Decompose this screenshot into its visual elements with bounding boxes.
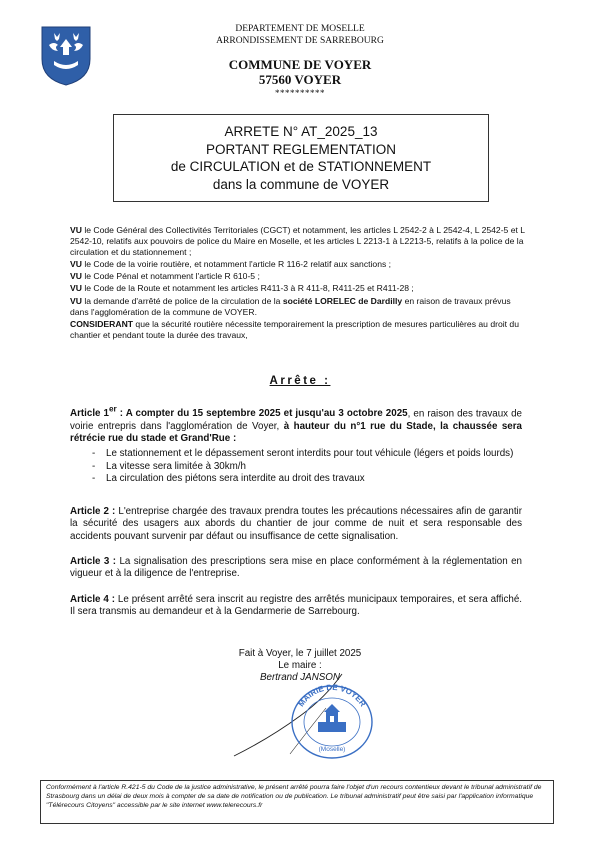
article-1-label: Article 1er : A compter du 15 septembre 2025 et jusqu'au 3 octobre 2025 <box>70 405 408 420</box>
coat-of-arms-icon <box>40 25 92 87</box>
mairie-stamp-icon <box>288 682 376 760</box>
signatory-name: Bertrand JANSON <box>259 671 341 683</box>
preamble-vu-route: VU le Code de la Route et notamment les articles R411-3 à R 411-8, R411-25 et R411-28 ; <box>70 283 414 294</box>
decree-title-line2: de CIRCULATION et de STATIONNEMENT <box>170 159 432 174</box>
article-4-label: Article 4 : <box>70 594 116 605</box>
preamble-vu-cgct: VU le Code Général des Collectivités Territoriales (CGCT) et notamment, les articles L 2542-2 à L 2542-4, L 2542-5 et L 2542-10, relatifs aux pouvoirs de police du Maire en Moselle, et les articles L 2213-1 à L2213-5, relatifs à la police de la circulation et du stationnement ; <box>70 225 525 257</box>
article-1: Article 1er : A compter du 15 septembre 2025 et jusqu'au 3 octobre 2025, en raison des travaux de voirie entrepris dans l'agglomération de Voyer, à hauteur du n°1 rue du Stade, la chaussée sera rétrécie rue du stade et Grand'Rue : - Le stationnement et le dépassement seront interdits pour tout véhicule (légers et poids lourds) - La vitesse sera limitée à 30km/h - La circulation des piétons sera interdite au droit des travaux <box>70 404 522 486</box>
header-administrative <box>150 24 450 47</box>
preamble-vu-voirie: VU le Code de la voirie routière, et notamment l'article R 116-2 relatif aux sanctions ; <box>70 258 392 269</box>
stamp-bottom-text: (Moselle) <box>318 746 346 753</box>
arrondissement-label: ARRONDISSEMENT DE SARREBOURG <box>216 35 384 46</box>
decree-number: ARRETE N° AT_2025_13 <box>224 124 378 139</box>
article-3-label: Article 3 : <box>70 556 117 567</box>
decree-title-box <box>113 114 489 202</box>
header-separator: ********** <box>275 88 325 98</box>
article-2: Article 2 : L'entreprise chargée des travaux prendra toutes les précautions nécessaires afin de garantir la sécurité des usagers aux abords du chantier de jour comme de nuit et sera responsable des accidents pouvant survenir par défaut ou insuffisance de cette signalisation. <box>70 506 522 542</box>
arrete-heading: Arrête : <box>269 375 331 387</box>
preamble-vu-penal: VU le Code Pénal et notamment l'article R 610-5 ; <box>70 271 260 282</box>
article-1-measures <box>70 448 522 485</box>
list-item: - Le stationnement et le dépassement seront interdits pour tout véhicule (légers et poids lourds) <box>92 448 522 460</box>
commune-postal: 57560 VOYER <box>258 72 342 87</box>
list-item: - La circulation des piétons sera interdite au droit des travaux <box>92 473 522 485</box>
preamble-vu-demande: VU la demande d'arrêté de police de la circulation de la société LORELEC de Dardilly en raison de travaux prévus dans l'agglomération de la commune de VOYER. <box>70 295 511 317</box>
preamble <box>70 225 530 342</box>
legal-footer-text: Conformément à l'article R.421-5 du Code de la justice administrative, le présent arrêté pourra faire l'objet d'un recours contentieux devant le tribunal administratif de Strasbourg dans un délai de deux mois à compter de sa date de notification ou de publication. Le tribunal administratif peut être saisi par l'application informatique "Télérecours Citoyens" accessible par le site internet www.telerecours.fr <box>46 784 542 810</box>
department-label: DEPARTEMENT DE MOSELLE <box>235 24 365 34</box>
legal-footer <box>40 780 554 824</box>
commune-block <box>150 57 450 87</box>
article-3: Article 3 : La signalisation des prescriptions sera mise en place conformément à la réglementation en vigueur et à la diligence de l'entreprise. <box>70 556 522 580</box>
decree-title-line1: PORTANT REGLEMENTATION <box>205 141 397 157</box>
signatory-role: Le maire : <box>278 659 322 671</box>
commune-name: COMMUNE DE VOYER <box>228 57 372 72</box>
preamble-considerant: CONSIDERANT que la sécurité routière nécessite temporairement la prescription de mesures particulières au droit du chantier et pendant toute la durée des travaux, <box>70 318 519 340</box>
decree-title-line3: dans la commune de VOYER <box>212 176 390 192</box>
list-item: - La vitesse sera limitée à 30km/h <box>92 461 522 473</box>
article-2-label: Article 2 : <box>70 506 116 517</box>
stamp-arc-text: MAIRIE DE VOYER <box>296 682 368 709</box>
place-date: Fait à Voyer, le 7 juillet 2025 <box>238 648 362 659</box>
article-4: Article 4 : Le présent arrêté sera inscrit au registre des arrêtés municipaux temporaires, et sera affiché. Il sera transmis au demandeur et à la Gendarmerie de Sarrebourg. <box>70 594 522 618</box>
